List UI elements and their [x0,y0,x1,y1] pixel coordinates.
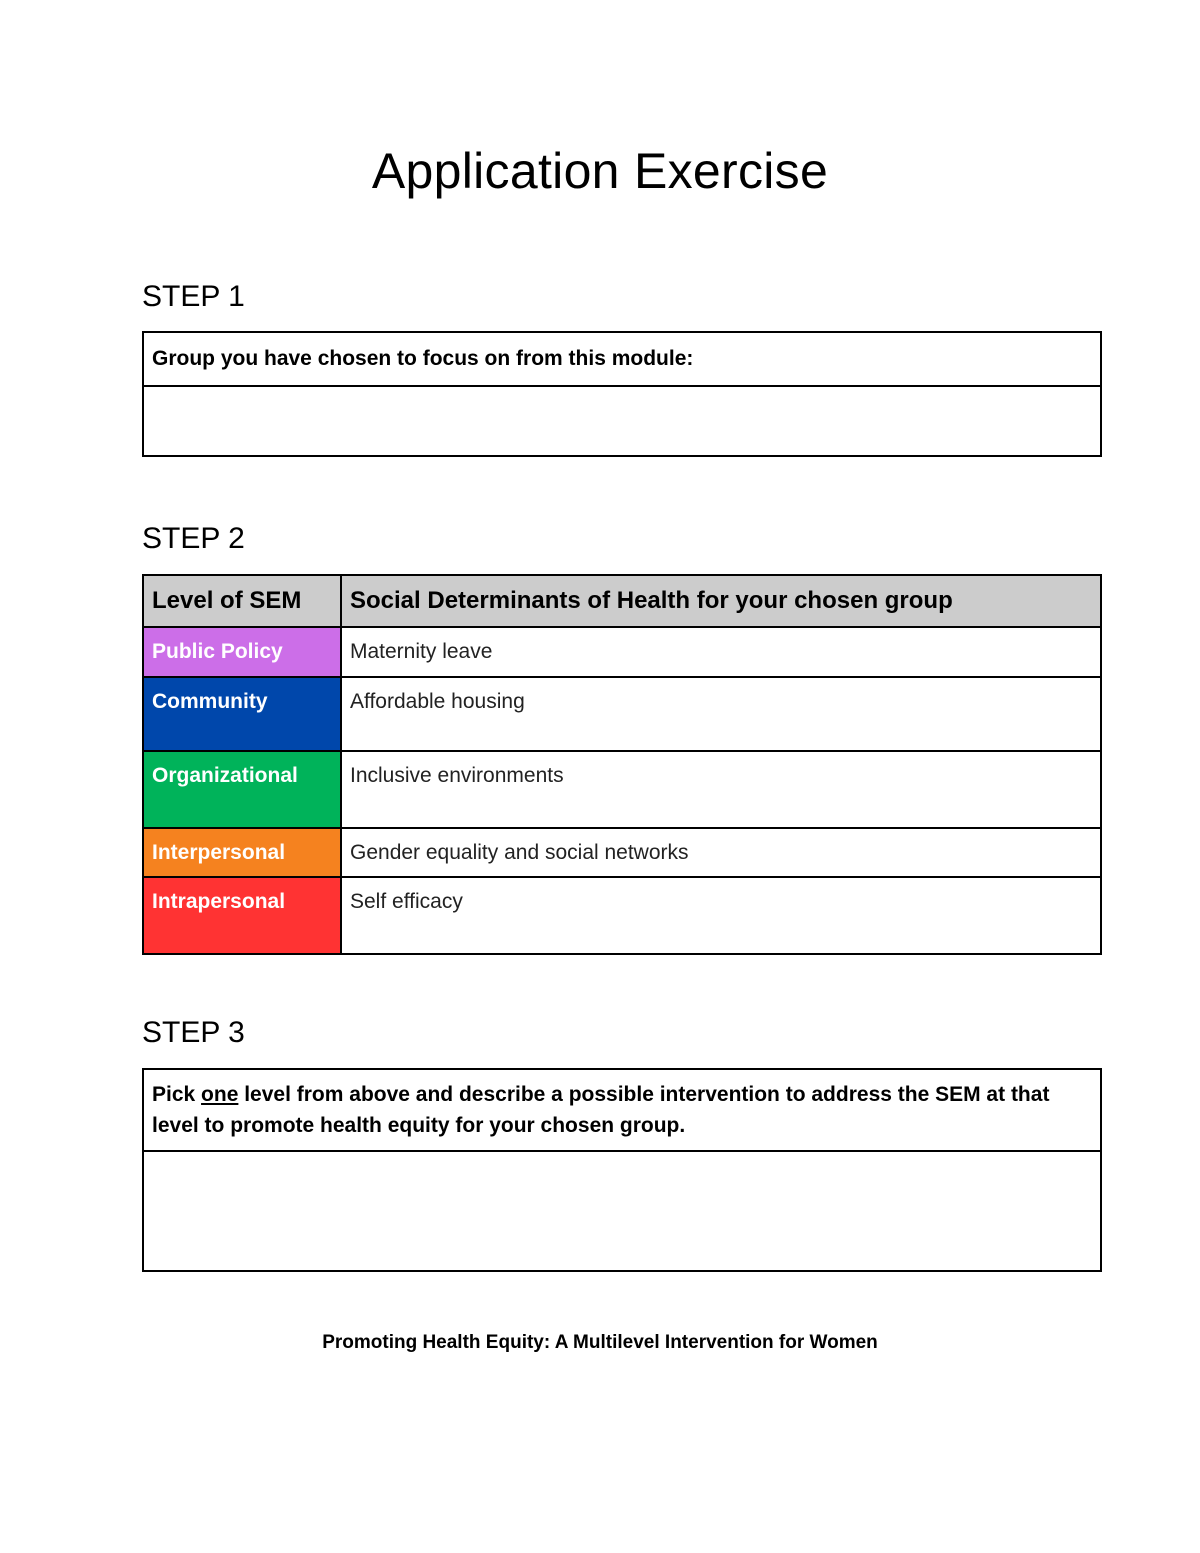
step3-prompt-rest: level from above and describe a possible intervention to address the SEM at that level to promote health equity for your chosen group. [152,1083,1050,1137]
step1-heading: STEP 1 [142,280,245,313]
step2-heading: STEP 2 [142,522,245,555]
step3-table [142,1068,1102,1272]
sem-table-header-row [143,575,1101,627]
step3-prompt-emphasis: one [201,1083,239,1106]
header-social-determinants: Social Determinants of Health for your chosen group [341,575,1101,627]
table-row [143,627,1101,677]
header-level-of-sem: Level of SEM [143,575,341,627]
level-interpersonal: Interpersonal [143,828,341,877]
step1-table [142,331,1102,457]
table-row [143,751,1101,828]
sem-table [142,574,1102,955]
level-community: Community [143,677,341,751]
page-title: Application Exercise [371,143,829,199]
footer-text: Promoting Health Equity: A Multilevel Intervention for Women [322,1332,878,1353]
determinant-cell[interactable]: Maternity leave [341,627,1101,677]
table-row [143,828,1101,877]
determinant-cell[interactable]: Self efficacy [341,877,1101,954]
step3-answer-field[interactable] [143,1151,1101,1271]
determinant-cell[interactable]: Affordable housing [341,677,1101,751]
table-row [143,877,1101,954]
determinant-cell[interactable]: Inclusive environments [341,751,1101,828]
step3-heading: STEP 3 [142,1016,245,1049]
step1-prompt: Group you have chosen to focus on from this module: [143,332,1101,386]
level-public-policy: Public Policy [143,627,341,677]
level-organizational: Organizational [143,751,341,828]
determinant-cell[interactable]: Gender equality and social networks [341,828,1101,877]
step1-answer-field[interactable] [143,386,1101,456]
level-intrapersonal: Intrapersonal [143,877,341,954]
step3-prompt [143,1069,1101,1151]
step3-prompt-start: Pick [152,1083,202,1106]
table-row [143,677,1101,751]
